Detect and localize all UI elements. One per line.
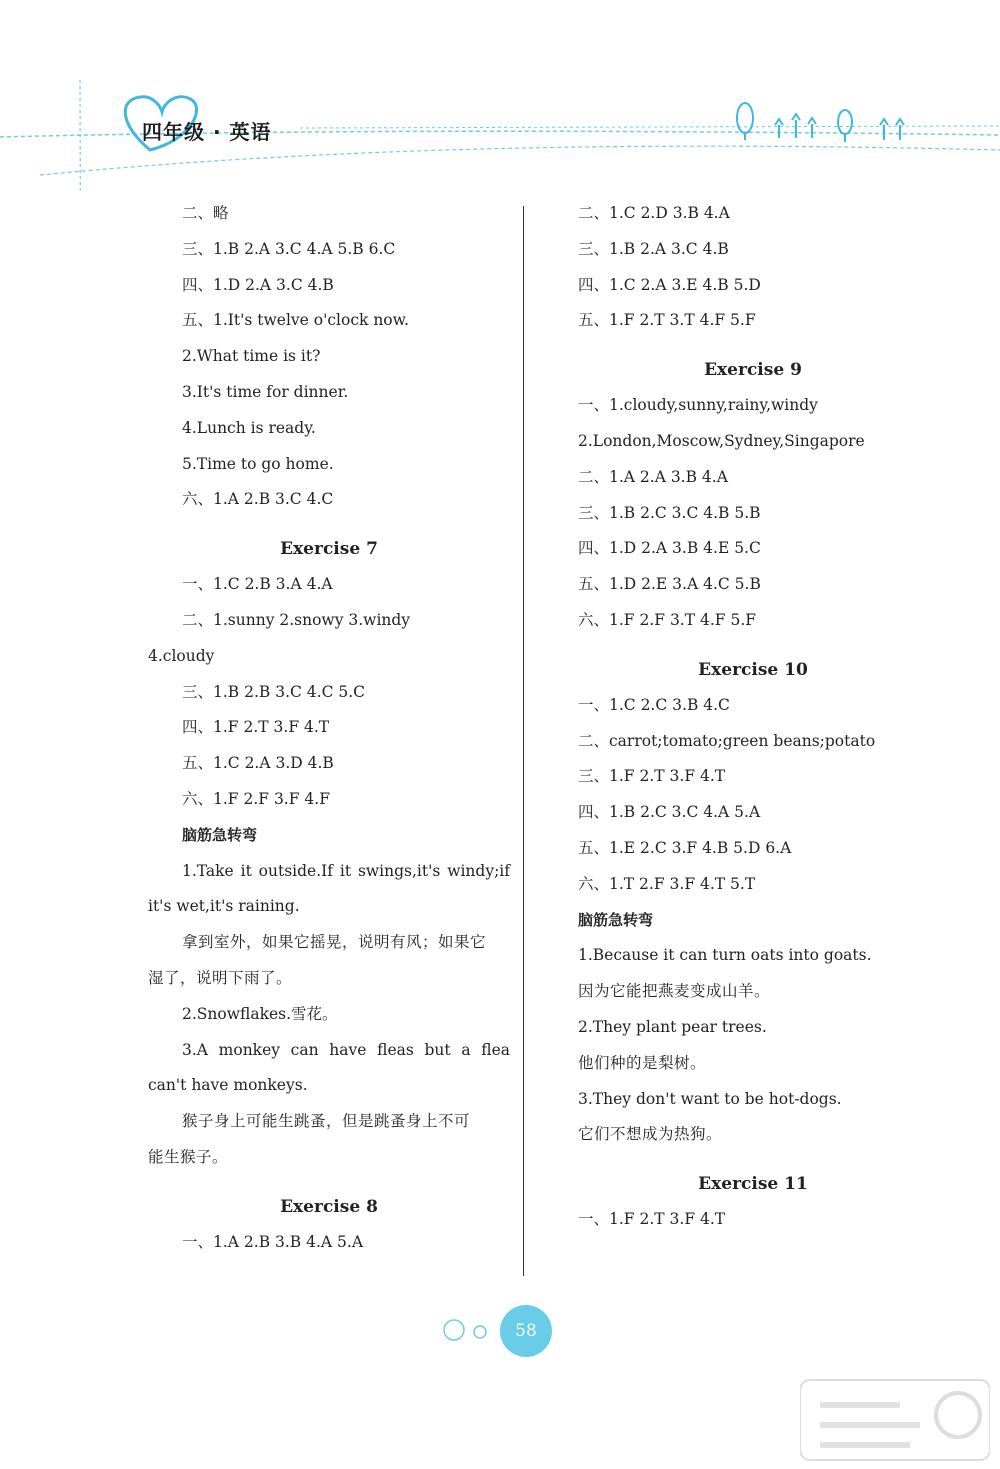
answer-line: 四、1.F 2.T 3.F 4.T [182,718,330,737]
answer-line: 四、1.D 2.A 3.C 4.B [182,275,334,294]
page-number: 58 [500,1305,552,1357]
answer-line: 六、1.A 2.B 3.C 4.C [182,490,334,509]
answer-line: 六、1.F 2.F 3.T 4.F 5.F [578,610,757,629]
answer-line: 一、1.cloudy,sunny,rainy,windy [578,396,818,415]
answer-line: 五、1.C 2.A 3.D 4.B [182,754,334,773]
answer-line: 3.A monkey can have fleas but a flea [182,1040,510,1059]
answer-line: 它们不想成为热狗。 [578,1125,723,1144]
answer-line: 三、1.F 2.T 3.F 4.T [578,767,726,786]
answer-line: 四、1.B 2.C 3.C 4.A 5.A [578,803,761,822]
brain-teaser-heading: 脑筋急转弯 [182,825,258,844]
answer-line: 二、1.C 2.D 3.B 4.A [578,204,730,222]
answer-line: 五、1.D 2.E 3.A 4.C 5.B [578,575,761,594]
answer-line: 一、1.C 2.B 3.A 4.A [182,575,333,594]
answer-line: 六、1.F 2.F 3.F 4.F [182,789,330,808]
answer-line: 三、1.B 2.A 3.C 4.B [578,239,729,258]
answer-line: 因为它能把燕麦变成山羊。 [578,982,771,1001]
answer-line: 四、1.C 2.A 3.E 4.B 5.D [578,275,761,294]
answer-line: 四、1.D 2.A 3.B 4.E 5.C [578,539,761,558]
exercise-heading: Exercise 10 [698,659,808,680]
answer-line: 一、1.A 2.B 3.B 4.A 5.A [182,1232,364,1251]
answer-line: 4.cloudy [148,646,215,665]
answer-line: 湿了，说明下雨了。 [148,968,293,987]
answer-line: 2.What time is it? [182,347,321,366]
answer-line: 1.Because it can turn oats into goats. [578,946,872,965]
page-title: 四年级 · 英语 [142,120,272,144]
answer-line: 三、1.B 2.A 3.C 4.A 5.B 6.C [182,239,396,258]
answer-line: 1.Take it outside.If it swings,it's windy;if [182,861,510,880]
left-column [148,196,510,1261]
answer-line: 拿到室外，如果它摇晃，说明有风；如果它 [182,933,487,952]
exercise-heading: Exercise 8 [280,1196,378,1217]
answer-line: 三、1.B 2.C 3.C 4.B 5.B [578,503,761,522]
answer-line: 5.Time to go home. [182,454,334,473]
answer-line: 五、1.F 2.T 3.T 4.F 5.F [578,311,756,330]
decorative-circles [440,1315,500,1345]
answer-line: 3.It's time for dinner. [182,382,349,401]
answer-line: 二、1.A 2.A 3.B 4.A [578,467,728,486]
column-divider [523,206,524,1276]
answer-line: 六、1.T 2.F 3.F 4.T 5.T [578,874,756,893]
exercise-heading: Exercise 7 [280,539,378,560]
answer-line: 三、1.B 2.B 3.C 4.C 5.C [182,682,366,701]
exercise-heading: Exercise 11 [698,1174,808,1195]
answer-line: 五、1.It's twelve o'clock now. [182,311,409,330]
answer-line: 五、1.E 2.C 3.F 4.B 5.D 6.A [578,838,792,857]
answer-line: 二、carrot;tomato;green beans;potato [578,731,876,750]
answer-line: 猴子身上可能生跳蚤，但是跳蚤身上不可 [182,1112,471,1131]
answer-line: 2.London,Moscow,Sydney,Singapore [578,431,865,450]
answer-line: 2.They plant pear trees. [578,1017,767,1036]
answer-line: 2.Snowflakes.雪花。 [182,1004,338,1023]
exercise-heading: Exercise 9 [704,360,802,381]
answer-line: it's wet,it's raining. [148,897,300,916]
answer-line: 他们种的是梨树。 [578,1053,707,1072]
watermark-logo [800,1375,990,1465]
answer-line: 二、1.sunny 2.snowy 3.windy [182,610,411,629]
brain-teaser-heading: 脑筋急转弯 [578,910,654,929]
header-decoration [0,0,1000,190]
answer-line: 一、1.C 2.C 3.B 4.C [578,695,730,714]
answer-line: 二、略 [182,204,229,222]
answer-line: 4.Lunch is ready. [182,418,316,437]
answer-line: can't have monkeys. [148,1076,308,1095]
right-column [578,196,928,1238]
answer-line: 能生猴子。 [148,1147,229,1166]
answer-line: 一、1.F 2.T 3.F 4.T [578,1210,726,1229]
answer-line: 3.They don't want to be hot-dogs. [578,1089,842,1108]
page-header [0,0,1000,190]
